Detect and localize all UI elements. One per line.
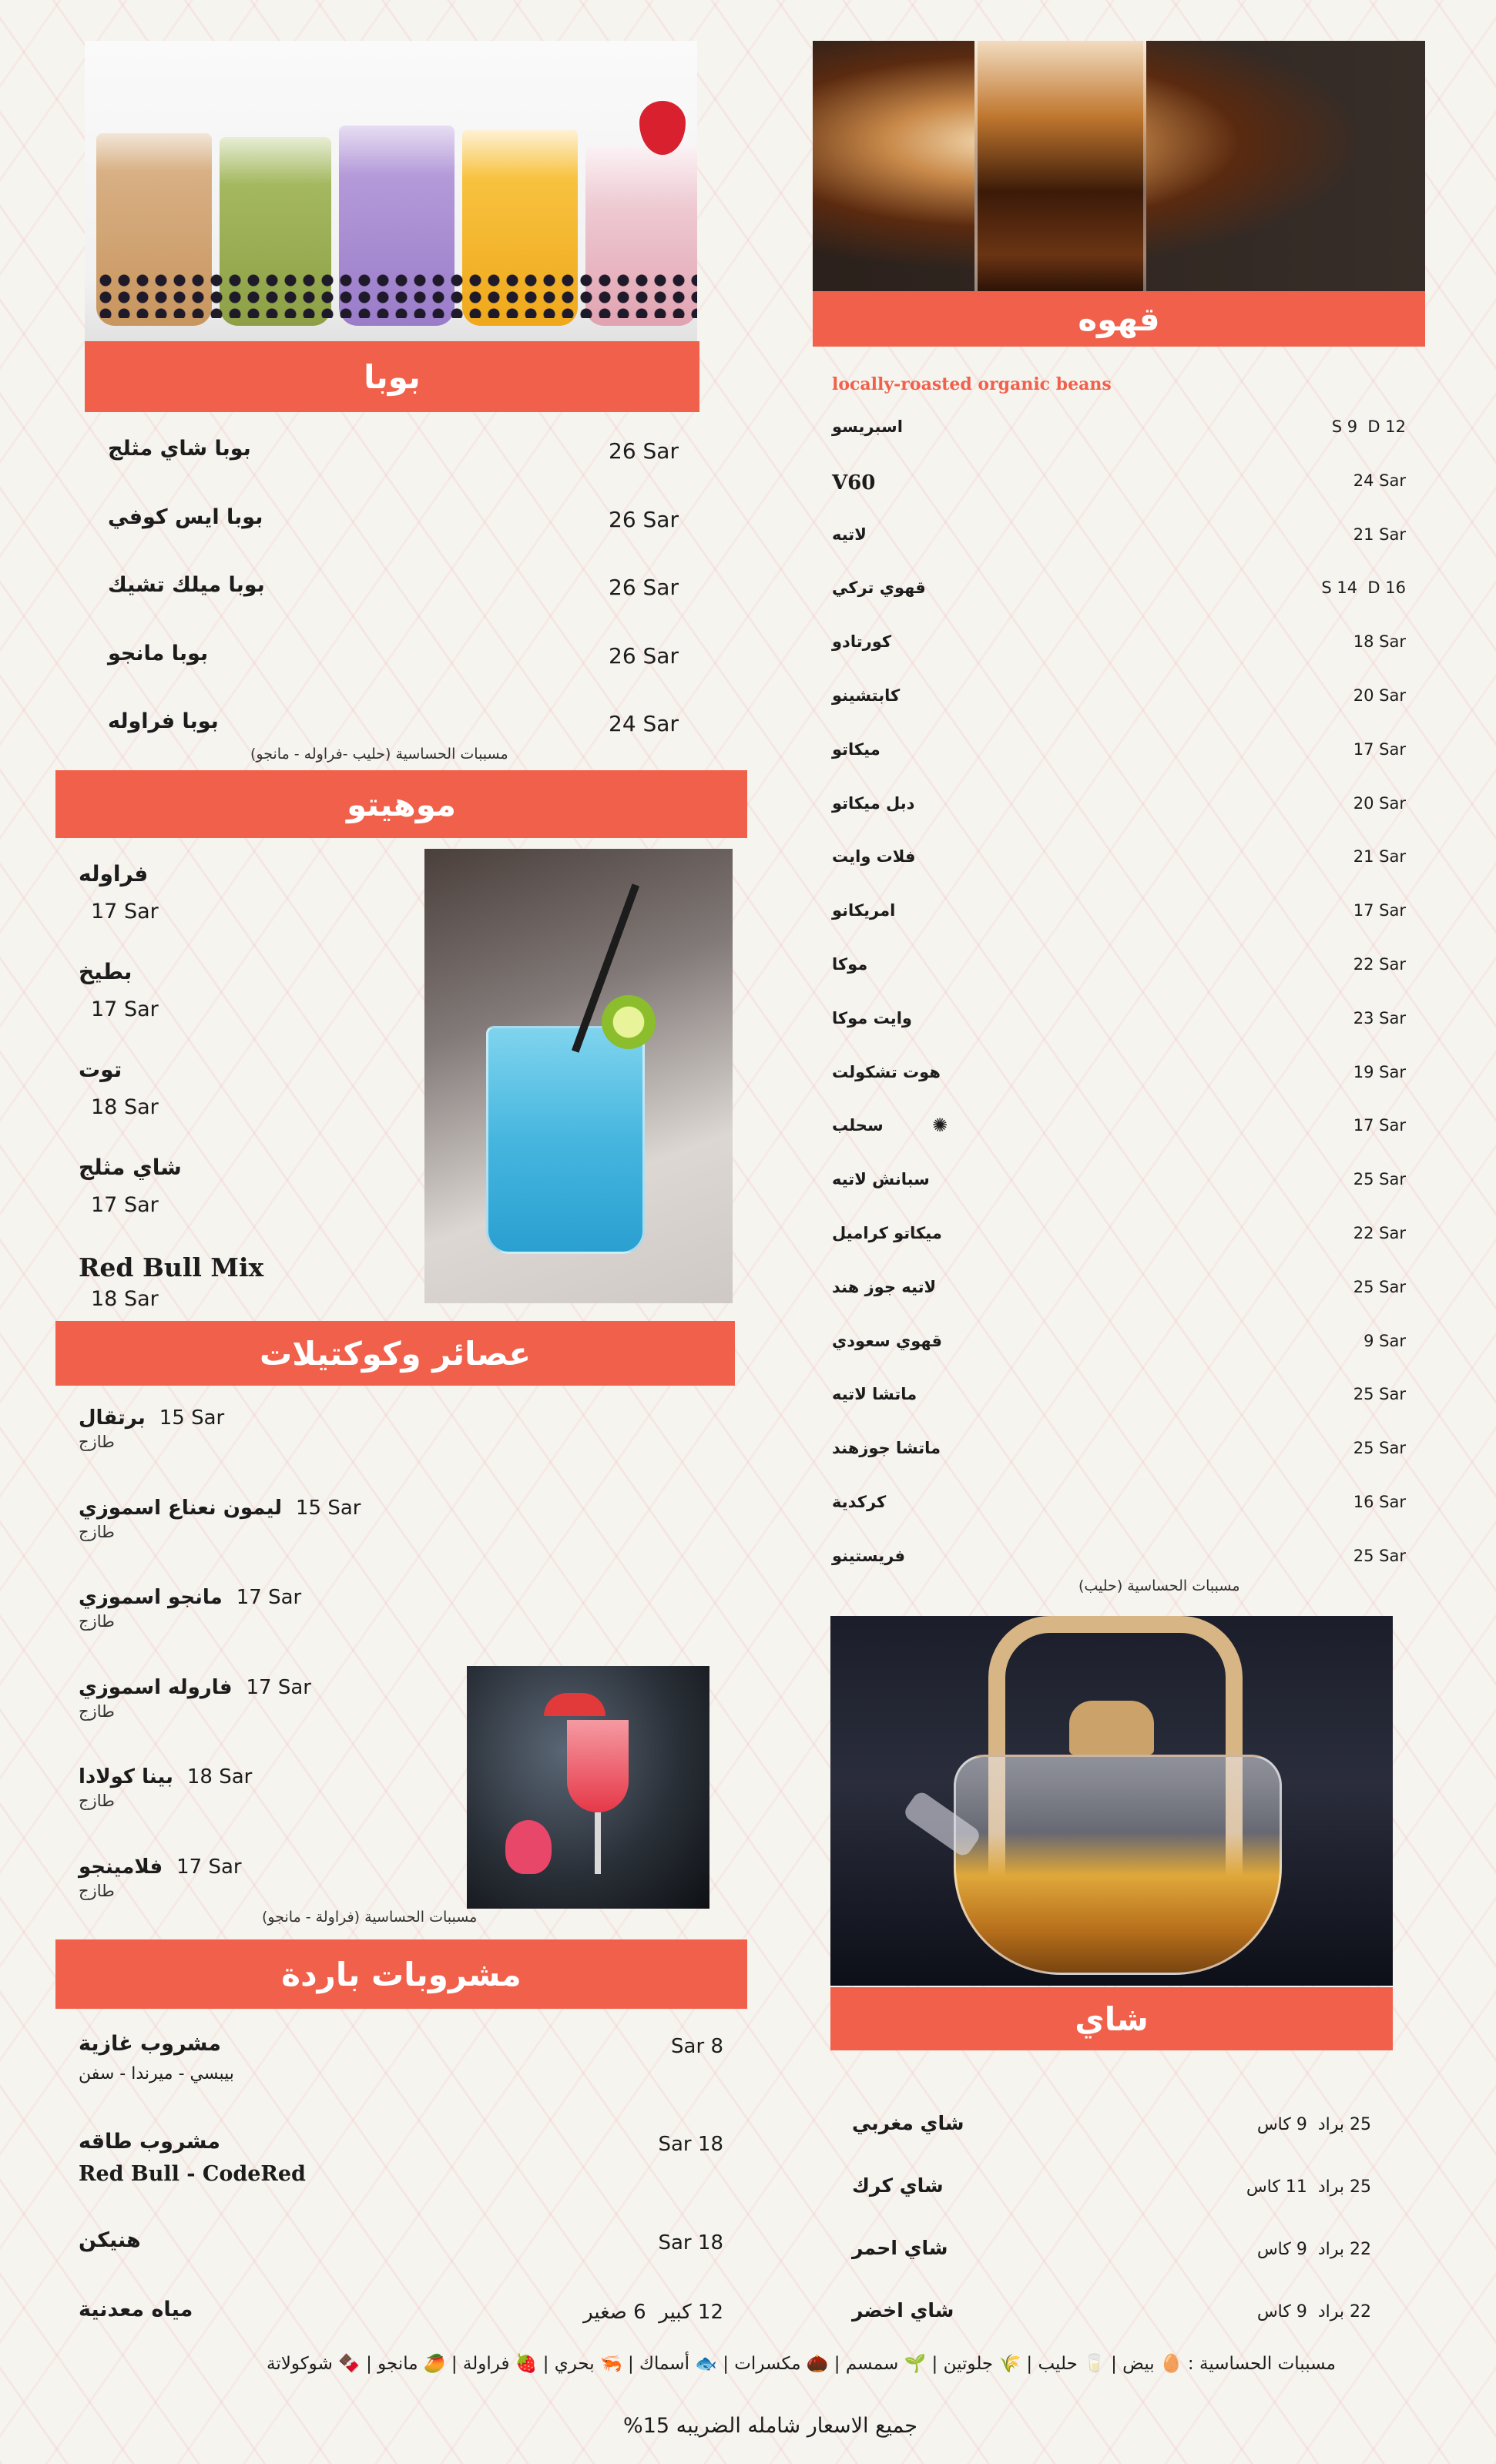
- coffee-tagline: locally-roasted organic beans: [832, 374, 1112, 394]
- coffee-item-price: 23 Sar: [1353, 1008, 1406, 1028]
- coffee-item-price: 22 Sar: [1353, 955, 1406, 974]
- tea-item-price: 25 براد 11 كاس: [1246, 2177, 1371, 2197]
- mojito-glass: [486, 1026, 645, 1254]
- tea-item-name: شاي كرك: [852, 2174, 944, 2197]
- coffee-item-name: فلات وايت: [832, 847, 916, 867]
- tea-photo: [830, 1616, 1393, 1986]
- tea-item-name: شاي اخضر: [852, 2299, 954, 2322]
- boba-item-name: بوبا ميلك تشيك: [108, 573, 265, 597]
- juice-item-price: 15 Sar: [159, 1406, 225, 1430]
- juice-item-price: 17 Sar: [246, 1675, 311, 1699]
- coffee-item-name: امريكانو: [832, 901, 896, 920]
- boba-banner: [85, 341, 699, 412]
- coffee-item-name: فريستينو: [832, 1546, 905, 1565]
- tea-item-price: 25 براد 9 كاس: [1256, 2115, 1371, 2134]
- juice-item: [79, 1406, 224, 1430]
- boba-item-price: 26 Sar: [609, 438, 679, 464]
- juice-item-price: 17 Sar: [236, 1586, 302, 1609]
- coffee-item-price: 22 Sar: [1353, 1224, 1406, 1242]
- coffee-item-name: قهوي سعودي: [832, 1331, 943, 1350]
- mojito-item-name: فراوله: [79, 861, 149, 887]
- teapot-body: [954, 1755, 1282, 1975]
- juice-item-sub: طازج: [79, 1612, 115, 1631]
- mojito-title: موهيتو: [346, 785, 457, 823]
- cold-item-price: 18 Sar: [658, 2133, 723, 2156]
- cold-item-name: مياه معدنية: [79, 2298, 193, 2322]
- coffee-item-price: 17 Sar: [1353, 739, 1406, 759]
- coffee-item-price: 9 Sar: [1364, 1331, 1406, 1350]
- coffee-item-price: 17 Sar: [1353, 1116, 1406, 1135]
- coffee-photo: [813, 41, 1425, 293]
- coffee-item-name: اسبريسو: [832, 417, 903, 436]
- mojito-photo: [424, 849, 733, 1303]
- cold-banner: [55, 1939, 747, 2009]
- juice-item-price: 17 Sar: [176, 1855, 242, 1879]
- coffee-item-price: 16 Sar: [1353, 1493, 1406, 1511]
- coffee-item-name: قهوي تركي: [832, 578, 926, 598]
- tea-item-price: 22 براد 9 كاس: [1256, 2302, 1371, 2322]
- cold-item-name: هنيكن: [79, 2228, 141, 2252]
- juice-item-sub: طازج: [79, 1881, 115, 1900]
- glass-stem: [595, 1812, 601, 1874]
- coffee-item-name: V60: [832, 471, 876, 494]
- cold-item-price: 8 Sar: [671, 2035, 723, 2058]
- coffee-item-name: لاتيه جوز هند: [832, 1277, 937, 1296]
- mojito-item-name: توت: [79, 1057, 122, 1082]
- coffee-item-price: 24 Sar: [1353, 471, 1406, 490]
- juice-item: [79, 1765, 252, 1788]
- juice-item-name: فاروله اسموزي: [79, 1675, 233, 1699]
- juice-item-name: فلامينجو: [79, 1855, 163, 1879]
- umbrella-icon: [544, 1693, 605, 1716]
- cold-item-price: 18 Sar: [658, 2231, 723, 2254]
- juices-banner: [55, 1321, 735, 1386]
- boba-item-price: 24 Sar: [609, 711, 679, 736]
- mojito-item-price: 18 Sar: [91, 1095, 159, 1119]
- tea-item-name: شاي احمر: [852, 2237, 948, 2259]
- juice-item: [79, 1676, 311, 1699]
- coffee-item-price: 25 Sar: [1353, 1277, 1406, 1296]
- juice-item-name: مانجو اسموزي: [79, 1586, 223, 1609]
- coffee-item-price: S 9 D 12: [1331, 417, 1406, 436]
- tea-item-price: 22 براد 9 كاس: [1256, 2240, 1371, 2259]
- boba-item-name: بوبا ايس كوفي: [108, 505, 263, 529]
- juice-item-sub: طازج: [79, 1701, 115, 1721]
- mojito-item-name: بطيخ: [79, 959, 132, 984]
- coffee-item-price: S 14 D 16: [1321, 578, 1406, 598]
- teapot-lid: [1069, 1701, 1154, 1755]
- coffee-item-price: 19 Sar: [1353, 1062, 1406, 1081]
- mojito-item-name: شاي مثلج: [79, 1155, 182, 1180]
- coffee-banner: [813, 291, 1425, 347]
- cold-item-price: 12 كبير 6 صغير: [583, 2301, 723, 2324]
- cold-title: مشروبات باردة: [281, 1955, 522, 1993]
- coffee-allergens: مسببات الحساسية (حليب): [1078, 1577, 1240, 1594]
- coffee-item-name: وايت موكا: [832, 1008, 912, 1028]
- coffee-item-name: ميكاتو: [832, 739, 880, 759]
- mojito-item-price: 18 Sar: [91, 1287, 159, 1311]
- juice-item-sub: طازج: [79, 1433, 115, 1451]
- footer-allergens: مسببات الحساسية : 🥚 بيض | 🥛 حليب | 🌾 جلوتين | 🌱 سمسم | 🌰 مكسرات | 🐟 أسماك | 🦐 بحري | 🍓 فراولة | 🥭 مانجو | 🍫 شوكولاتة: [267, 2354, 1336, 2374]
- boba-allergens: مسببات الحساسية (حليب -فراوله - مانجو): [250, 746, 508, 763]
- boba-item-price: 26 Sar: [609, 642, 679, 669]
- flamingo-icon: [505, 1820, 552, 1874]
- tea-title: شاي: [1075, 2000, 1149, 2038]
- coffee-item-price: 18 Sar: [1353, 632, 1406, 652]
- juice-item-price: 18 Sar: [186, 1765, 253, 1788]
- juice-item-sub: طازج: [79, 1522, 115, 1541]
- tea-item-name: شاي مغربي: [852, 2112, 964, 2134]
- boba-item-name: بوبا مانجو: [108, 641, 209, 665]
- coffee-item-price: 25 Sar: [1353, 1439, 1406, 1458]
- juice-item-name: برتقال: [79, 1406, 146, 1430]
- coffee-item-name: سحلب: [832, 1116, 884, 1135]
- cold-item-sub: بيبسي - ميرندا - سفن: [79, 2064, 234, 2084]
- coffee-item-name: كورتادو: [832, 632, 892, 652]
- cold-item-sub: Red Bull - CodeRed: [79, 2162, 306, 2186]
- coffee-glass: [974, 41, 1146, 293]
- coffee-item-name: ماتشا لاتيه: [832, 1385, 917, 1404]
- coffee-item-price: 21 Sar: [1353, 847, 1406, 867]
- coffee-item-price: 21 Sar: [1353, 525, 1406, 544]
- coffee-item-price: 25 Sar: [1353, 1170, 1406, 1189]
- boba-item-name: بوبا فراوله: [108, 709, 219, 733]
- juice-item: [79, 1856, 242, 1879]
- coffee-title: قهوه: [1078, 300, 1160, 338]
- mojito-banner: [55, 770, 747, 838]
- coffee-item-price: 25 Sar: [1353, 1385, 1406, 1404]
- cocktail-glass: [567, 1720, 629, 1812]
- cold-item-name: مشروب طاقه: [79, 2130, 220, 2154]
- coffee-item-price: 20 Sar: [1353, 686, 1406, 705]
- juice-item-name: بينا كولادا: [79, 1765, 173, 1788]
- coffee-item-name: كابتشينو: [832, 686, 901, 705]
- cold-item-name: مشروب غازية: [79, 2032, 221, 2056]
- coffee-item-name: لاتيه: [832, 525, 867, 544]
- mojito-item-price: 17 Sar: [91, 1193, 159, 1217]
- mojito-item-price: 17 Sar: [91, 997, 159, 1021]
- coffee-item-name: سبانش لاتيه: [832, 1170, 930, 1189]
- boba-item-price: 26 Sar: [609, 575, 679, 600]
- coffee-item-name: دبل ميكاتو: [832, 793, 915, 813]
- juice-item: [79, 1586, 301, 1609]
- boba-item-price: 26 Sar: [609, 506, 679, 532]
- boba-photo: [85, 41, 697, 341]
- boba-pearls: [96, 272, 697, 318]
- juices-allergens: مسببات الحساسية (فراولة - مانجو): [262, 1909, 478, 1926]
- juice-item: [79, 1497, 361, 1520]
- coffee-item-name: ميكاتو كراميل: [832, 1224, 942, 1242]
- juice-item-sub: طازج: [79, 1792, 115, 1810]
- coffee-item-price: 25 Sar: [1353, 1546, 1406, 1565]
- lime-icon: [602, 995, 656, 1049]
- juice-item-name: ليمون نعناع اسموزي: [79, 1496, 282, 1520]
- flamingo-photo: [467, 1666, 709, 1909]
- boba-item-name: بوبا شاي مثلج: [108, 437, 251, 461]
- boba-title: بوبا: [364, 357, 421, 396]
- footer-tax-note: %جميع الاسعار شامله الضريبه 15: [623, 2414, 917, 2438]
- tea-banner: [830, 1987, 1393, 2050]
- mojito-item-name: Red Bull Mix: [79, 1252, 264, 1282]
- sparkle-icon: ✺: [932, 1115, 948, 1137]
- coffee-item-name: ماتشا جوزهند: [832, 1439, 941, 1458]
- juice-item-price: 15 Sar: [296, 1496, 361, 1520]
- coffee-item-price: 17 Sar: [1353, 901, 1406, 920]
- coffee-item-name: موكا: [832, 955, 868, 974]
- coffee-item-name: كركدية: [832, 1493, 887, 1511]
- juices-title: عصائر وكوكتيلات: [259, 1334, 532, 1373]
- mojito-item-price: 17 Sar: [91, 900, 159, 924]
- coffee-item-price: 20 Sar: [1353, 793, 1406, 813]
- coffee-item-name: هوت تشكولت: [832, 1062, 941, 1081]
